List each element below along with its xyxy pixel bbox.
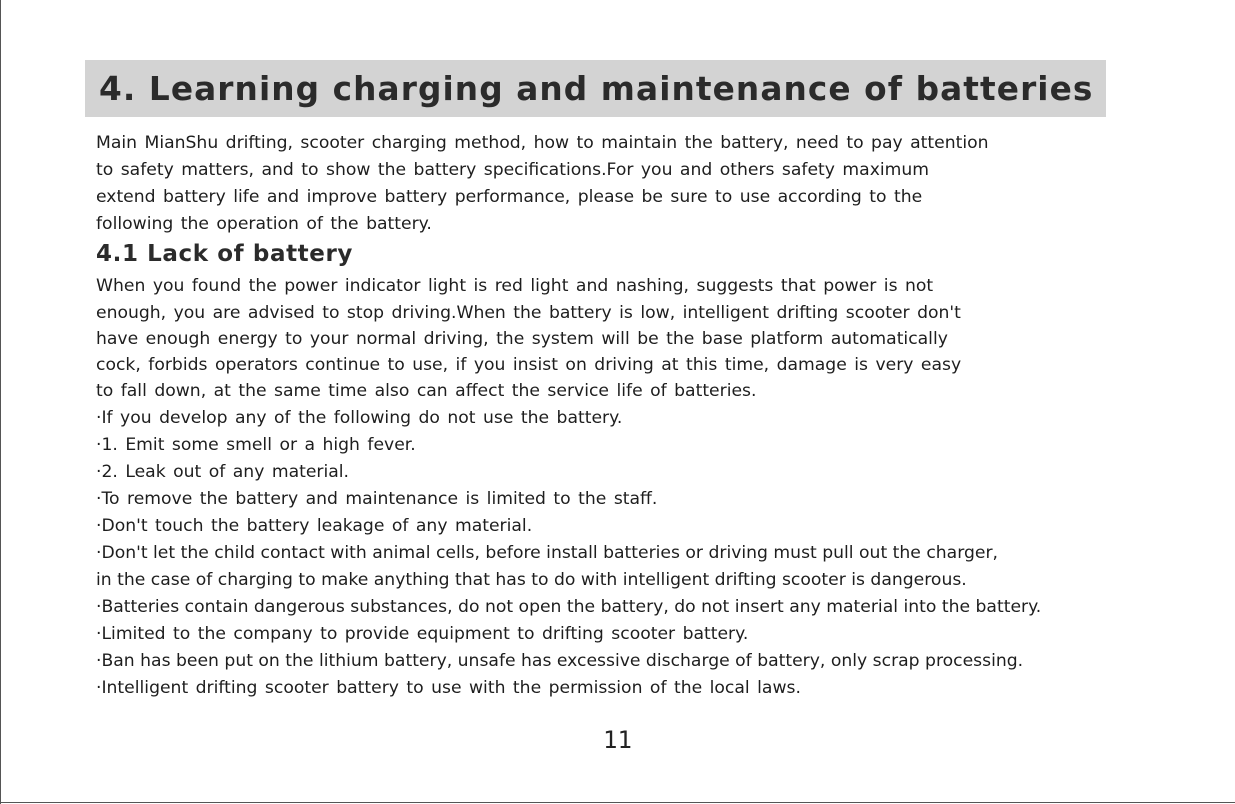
bullet-line-6-continued: in the case of charging to make anything that has to do with intelligent drifting scooter is dangerous. — [96, 570, 967, 590]
page-title: 4. Learning charging and maintenance of batteries — [99, 69, 1094, 108]
intro-line-3: extend battery life and improve battery performance, please be sure to use according to the — [96, 187, 923, 207]
section-title-bar — [85, 60, 1106, 117]
page-bottom-border — [0, 802, 1235, 803]
page-number: 11 — [603, 726, 632, 754]
bullet-line-1: ·If you develop any of the following do not use the battery. — [96, 408, 623, 428]
page-left-border — [0, 0, 1, 804]
bullet-line-10: ·Intelligent drifting scooter battery to use with the permission of the local laws. — [96, 678, 801, 698]
bullet-line-2: ·1. Emit some smell or a high fever. — [96, 435, 416, 455]
bullet-line-6: ·Don't let the child contact with animal cells, before install batteries or driving must pull out the charger, — [96, 543, 998, 563]
body-line-5: to fall down, at the same time also can affect the service life of batteries. — [96, 381, 757, 401]
intro-line-2: to safety matters, and to show the battery specifications.For you and others safety maximum — [96, 160, 930, 180]
bullet-line-9: ·Ban has been put on the lithium battery, unsafe has excessive discharge of battery, only scrap processing. — [96, 651, 1024, 671]
bullet-line-5: ·Don't touch the battery leakage of any material. — [96, 516, 533, 536]
body-line-3: have enough energy to your normal driving, the system will be the base platform automatically — [96, 329, 948, 349]
section-heading: 4.1 Lack of battery — [96, 241, 353, 267]
bullet-line-3: ·2. Leak out of any material. — [96, 462, 350, 482]
body-line-1: When you found the power indicator light is red light and nashing, suggests that power is not — [96, 276, 934, 296]
intro-line-1: Main MianShu drifting, scooter charging method, how to maintain the battery, need to pay attention — [96, 133, 989, 153]
bullet-line-4: ·To remove the battery and maintenance is limited to the staff. — [96, 489, 658, 509]
body-line-4: cock, forbids operators continue to use, if you insist on driving at this time, damage is very easy — [96, 355, 962, 375]
bullet-line-8: ·Limited to the company to provide equipment to drifting scooter battery. — [96, 624, 749, 644]
body-line-2: enough, you are advised to stop driving.When the battery is low, intelligent drifting scooter don't — [96, 303, 961, 323]
bullet-line-7: ·Batteries contain dangerous substances, do not open the battery, do not insert any material into the battery. — [96, 597, 1042, 617]
intro-line-4: following the operation of the battery. — [96, 214, 432, 234]
